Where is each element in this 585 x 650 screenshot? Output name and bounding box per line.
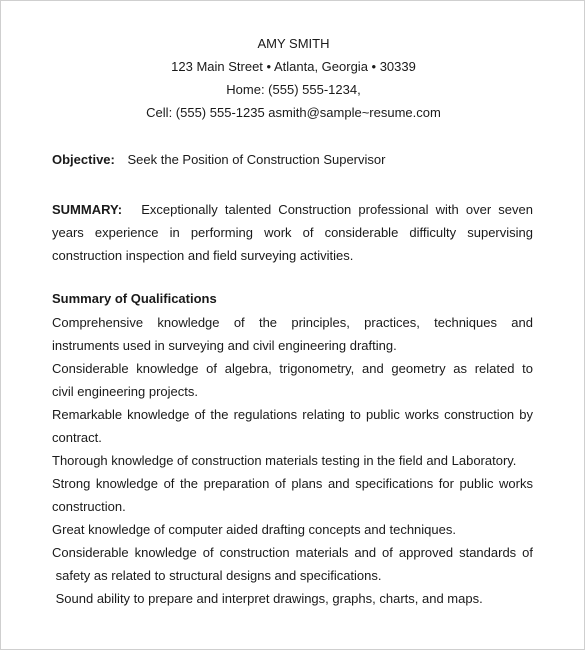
objective-text: Seek the Position of Construction Supervisor (127, 152, 386, 167)
qualification-item (52, 311, 533, 357)
qualification-item (52, 518, 533, 541)
qualification-line: Comprehensive knowledge of the principles, practices, techniques and (52, 315, 533, 330)
qualification-line: Considerable knowledge of construction materials and of approved standards of (52, 545, 533, 560)
summary-section (52, 198, 533, 267)
qualification-line: construction. (52, 499, 126, 514)
qualification-item (52, 541, 533, 587)
qualification-line: Sound ability to prepare and interpret drawings, graphs, charts, and maps. (52, 591, 483, 606)
resume-header (1, 35, 585, 127)
qualification-item (52, 357, 533, 403)
qualification-line: civil engineering projects. (52, 384, 198, 399)
qualification-line: Thorough knowledge of construction materials testing in the field and Laboratory. (52, 453, 517, 468)
qualification-line: contract. (52, 430, 102, 445)
objective-section (52, 152, 385, 167)
qualification-line: Strong knowledge of the preparation of plans and specifications for public works (52, 476, 533, 491)
qualifications-title: Summary of Qualifications (52, 291, 217, 306)
qualification-item (52, 403, 533, 449)
candidate-name: AMY SMITH (257, 36, 330, 51)
qualification-line: Great knowledge of computer aided drafting concepts and techniques. (52, 522, 456, 537)
cell-email-line: Cell: (555) 555-1235 asmith@sample~resume.com (146, 105, 441, 120)
summary-label: SUMMARY: (52, 202, 123, 217)
qualification-item (52, 472, 533, 518)
address-line: 123 Main Street • Atlanta, Georgia • 30339 (171, 59, 416, 74)
qualification-item (52, 449, 533, 472)
qualifications-list (52, 311, 533, 610)
qualification-line: instruments used in surveying and civil engineering drafting. (52, 338, 397, 353)
qualification-line: Considerable knowledge of algebra, trigonometry, and geometry as related to (52, 361, 533, 376)
objective-label: Objective: (52, 152, 115, 167)
summary-text: Exceptionally talented Construction professional with over seven years experience in performing work of considerable difficulty supervising construction inspection and field surveying activities. (52, 202, 533, 263)
qualification-item (52, 587, 533, 610)
home-phone: Home: (555) 555-1234, (226, 82, 361, 97)
qualification-line: Remarkable knowledge of the regulations relating to public works construction by (52, 407, 533, 422)
qualification-line: safety as related to structural designs and specifications. (52, 568, 382, 583)
